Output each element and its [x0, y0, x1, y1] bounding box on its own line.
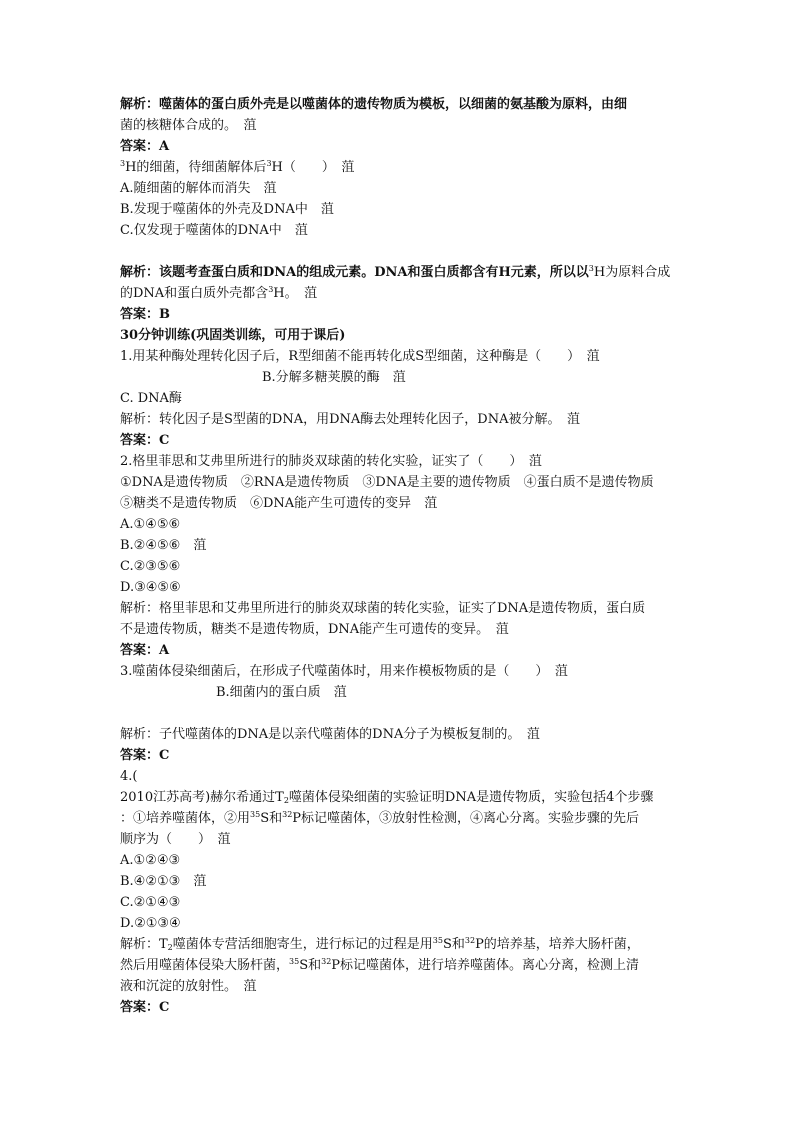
- watermark-glyph: 菹: [180, 874, 207, 889]
- watermark-glyph: 菹: [180, 538, 207, 553]
- question-line: ：①培养噬菌体，②用$^{35}$S和$^{32}$P标记噬菌体，③放射性检测，④离心分离。实验步骤的先后: [120, 810, 640, 826]
- option-line: D.③④⑤⑥: [120, 580, 181, 595]
- watermark-glyph: 菹: [230, 979, 257, 994]
- watermark-glyph: 菹: [320, 685, 347, 700]
- watermark-glyph: 菹: [230, 118, 257, 133]
- answer-line: 答案：B: [120, 307, 170, 322]
- statement-line: ⑤糖类不是遗传物质 ⑥DNA能产生可遗传的变异 菹: [120, 496, 438, 511]
- option-line: B.分解多糖荚膜的酶 菹: [262, 370, 406, 385]
- watermark-glyph: 菹: [250, 181, 277, 196]
- option-line: B.④②①③ 菹: [120, 874, 207, 889]
- text-line: 菌的核糖体合成的。 菹: [120, 118, 257, 133]
- question-line: 2.格里菲思和艾弗里所进行的肺炎双球菌的转化实验，证实了（ ） 菹: [120, 454, 542, 469]
- watermark-glyph: 菹: [307, 202, 334, 217]
- watermark-glyph: 菹: [573, 349, 600, 364]
- document-body: [120, 94, 680, 1018]
- watermark-glyph: 菹: [379, 370, 406, 385]
- option-line: C.②③⑤⑥: [120, 559, 181, 574]
- analysis-line: 解析：该题考查蛋白质和DNA的组成元素。DNA和蛋白质都含有H元素，所以以$^3$H为原料合成: [120, 264, 671, 280]
- analysis-line: 的DNA和蛋白质外壳都含$^3$H。 菹: [120, 285, 318, 301]
- option-line: C.②①④③: [120, 895, 181, 910]
- analysis-line: 然后用噬菌体侵染大肠杆菌，$^{35}$S和$^{32}$P标记噬菌体，进行培养噬菌体。离心分离，检测上清: [120, 957, 640, 973]
- statement-line: ①DNA是遗传物质 ②RNA是遗传物质 ③DNA是主要的遗传物质 ④蛋白质不是遗传物质: [120, 475, 654, 490]
- option-line: A.随细菌的解体而消失 菹: [120, 181, 277, 196]
- watermark-glyph: 菹: [515, 454, 542, 469]
- option-line: A.①④⑤⑥: [120, 517, 181, 532]
- answer-line: 答案：C: [120, 748, 170, 763]
- watermark-glyph: 菹: [541, 664, 568, 679]
- answer-line: 答案：C: [120, 433, 170, 448]
- blank-line: [120, 703, 680, 724]
- section-heading: 30分钟训练(巩固类训练，可用于课后): [120, 328, 346, 343]
- option-line: B.②④⑤⑥ 菹: [120, 538, 207, 553]
- blank-line: [120, 241, 680, 262]
- question-number: 4.(: [120, 769, 138, 784]
- option-line: B.细菌内的蛋白质 菹: [216, 685, 347, 700]
- answer-line: 答案：C: [120, 1000, 170, 1015]
- watermark-glyph: 菹: [281, 223, 308, 238]
- answer-line: 答案：A: [120, 643, 170, 658]
- option-line: C.仅发现于噬菌体的DNA中 菹: [120, 223, 308, 238]
- analysis-line: 解析：$T_2$噬菌体专营活细胞寄生，进行标记的过程是用$^{35}$S和$^{32}$P的培养基，培养大肠杆菌，: [120, 936, 640, 952]
- answer-line: 答案：A: [120, 139, 170, 154]
- watermark-glyph: 菹: [291, 286, 318, 301]
- question-line: 3.噬菌体侵染细菌后，在形成子代噬菌体时，用来作模板物质的是（ ） 菹: [120, 664, 568, 679]
- option-line: A.①②④③: [120, 853, 181, 868]
- question-line: 2010江苏高考)赫尔希通过$T_2$噬菌体侵染细菌的实验证明DNA是遗传物质，实验包括4个步骤: [120, 790, 654, 805]
- watermark-glyph: 菹: [328, 160, 355, 175]
- analysis-line: 解析：转化因子是S型菌的DNA，用DNA酶去处理转化因子，DNA被分解。 菹: [120, 412, 580, 427]
- watermark-glyph: 菹: [513, 727, 540, 742]
- option-line: B.发现于噬菌体的外壳及DNA中 菹: [120, 202, 334, 217]
- question-line: 1.用某种酶处理转化因子后，R型细菌不能再转化成S型细菌，这种酶是（ ） 菹: [120, 349, 600, 364]
- watermark-glyph: 菹: [204, 832, 231, 847]
- watermark-glyph: 菹: [482, 622, 509, 637]
- option-line: D.②①③④: [120, 916, 181, 931]
- analysis-line: 不是遗传物质，糖类不是遗传物质，DNA能产生可遗传的变异。 菹: [120, 622, 509, 637]
- watermark-glyph: 菹: [553, 412, 580, 427]
- text-line: 解析：噬菌体的蛋白质外壳是以噬菌体的遗传物质为模板，以细菌的氨基酸为原料，由细: [120, 97, 628, 112]
- question-line: $^3$H的细菌，待细菌解体后$^3$H（ ） 菹: [120, 159, 355, 175]
- analysis-line: 解析：格里菲思和艾弗里所进行的肺炎双球菌的转化实验，证实了DNA是遗传物质，蛋白质: [120, 601, 646, 616]
- question-line: 顺序为（ ） 菹: [120, 832, 231, 847]
- analysis-line: 解析：子代噬菌体的DNA是以亲代噬菌体的DNA分子为模板复制的。 菹: [120, 727, 540, 742]
- watermark-glyph: 菹: [411, 496, 438, 511]
- analysis-line: 液和沉淀的放射性。 菹: [120, 979, 257, 994]
- option-line: C. DNA酶: [120, 391, 182, 406]
